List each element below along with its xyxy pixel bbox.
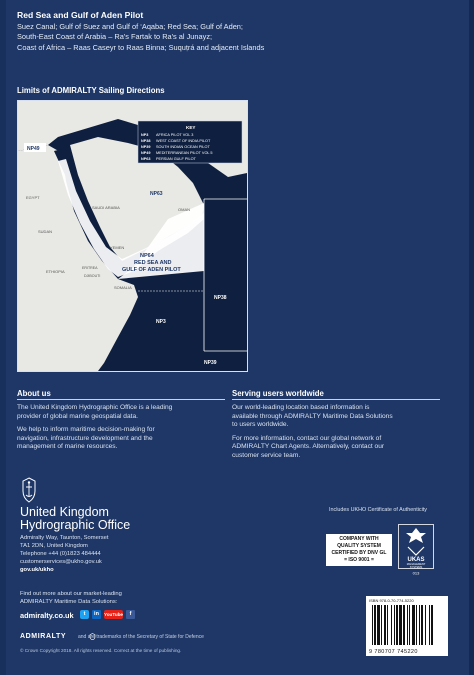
ukas-sub: MANAGEMENT (406, 563, 426, 566)
admiralty-brand: ADMIRALTY (20, 633, 67, 640)
quality-line: COMPANY WITH (339, 536, 379, 542)
book-subtitle (17, 22, 317, 53)
about-text (17, 404, 227, 452)
np39-label: NP39 (204, 360, 217, 366)
youtube-icon[interactable]: YouTube (104, 612, 123, 617)
about-heading: About us (17, 389, 51, 398)
quality-line: = ISO 9001 = (344, 557, 374, 563)
quality-line: CERTIFIED BY DNV GL (331, 550, 387, 556)
np3-label: NP3 (156, 319, 166, 325)
limits-map (17, 100, 248, 372)
barcode-bar (412, 605, 415, 645)
serving-line: For more information, contact our global network of (232, 434, 382, 442)
ukho-name-line: United Kingdom (20, 505, 109, 519)
map-key-row-name: PERSIAN GULF PILOT (156, 157, 196, 161)
find-out-line: ADMIRALTY Maritime Data Solutions: (20, 599, 118, 605)
address-line: Admiralty Way, Taunton, Somerset (20, 535, 109, 541)
serving-rule (232, 399, 440, 400)
trademark-note: and are trademarks of the Secretary of State for Defence (78, 634, 204, 640)
map-key-row-name: WEST COAST OF INDIA PILOT (156, 139, 211, 143)
isbn-barcode (366, 596, 448, 656)
serving-line: available through ADMIRALTY Maritime Data Solutions (232, 412, 393, 420)
serving-line: customer service team. (232, 451, 301, 459)
barcode-bar (394, 605, 395, 645)
map-key-row-name: AFRICA PILOT VOL 3 (156, 133, 194, 137)
ukho-name-line: Hydrographic Office (20, 518, 131, 532)
about-rule (17, 399, 225, 400)
ukho-logo-text (20, 506, 130, 532)
np64-name-2: GULF OF ADEN PILOT (122, 267, 181, 273)
map-key-row-code: NP3 (141, 133, 149, 137)
ukho-address (20, 534, 109, 574)
about-line: management of marine resources. (17, 443, 118, 451)
subtitle-line: Coast of Africa – Raas Caseyr to Raas Binna; Suquṭrá and adjacent Islands (17, 42, 265, 52)
address-line: customerservices@ukho.gov.uk (20, 559, 102, 565)
find-out-line: Find out more about our market-leading (20, 591, 122, 597)
np63-label: NP63 (150, 191, 163, 197)
country-label: SUDAN (38, 229, 53, 234)
quality-system-badge (326, 534, 392, 566)
limits-heading: Limits of ADMIRALTY Sailing Directions (17, 86, 165, 95)
barcode-bar (403, 605, 405, 645)
barcode-bar (416, 605, 417, 645)
address-line: gov.uk/ukho (20, 567, 54, 573)
barcode-bar (384, 605, 386, 645)
map-key-row-code: NP39 (141, 145, 151, 149)
cover-spine-edge (0, 0, 6, 675)
address-line: TA1 2DN, United Kingdom (20, 543, 88, 549)
twitter-icon[interactable]: t (80, 610, 89, 619)
serving-line: Our world-leading location based information is (232, 404, 370, 411)
serving-heading: Serving users worldwide (232, 389, 324, 398)
barcode-bar (377, 605, 380, 645)
np38-label: NP38 (214, 295, 227, 301)
serving-line: to users worldwide. (232, 421, 289, 429)
country-label: ETHIOPIA (46, 269, 65, 274)
ukho-crest-icon (20, 477, 38, 503)
country-label: DJIBOUTI (84, 274, 101, 278)
address-line: Telephone +44 (0)1823 484444 (20, 551, 101, 557)
ukas-label: UKAS (407, 557, 425, 563)
ukas-sub: SYSTEMS (409, 565, 423, 569)
about-line: navigation, infrastructure development and the (17, 434, 153, 442)
map-key-row-name: MEDITERRANEAN PILOT VOL 5 (156, 151, 213, 155)
about-line: The United Kingdom Hydrographic Office is a leading (17, 404, 173, 411)
barcode-bar (429, 605, 430, 645)
map-key-row-name: SOUTH INDIAN OCEAN PILOT (156, 145, 210, 149)
map-key-row-code: NP49 (141, 151, 151, 155)
subtitle-line: South-East Coast of Arabia – Ra's Fartak to Ra's al Junayz; (17, 32, 213, 42)
map-key-row-code: NP63 (141, 157, 151, 161)
country-label: SAUDI ARABIA (92, 205, 120, 210)
country-label: SOMALIA (114, 285, 132, 290)
barcode-bar (399, 605, 402, 645)
barcode-bar (391, 605, 392, 645)
about-line: provider of global marine geospatial data. (17, 412, 138, 420)
map-key-row-code: NP38 (141, 139, 151, 143)
barcode-bar (387, 605, 388, 645)
barcode-bar (372, 605, 373, 645)
map-key-title: KEY (186, 125, 196, 130)
np64-name-1: RED SEA AND (134, 260, 172, 266)
barcode-bar (421, 605, 423, 645)
linkedin-icon[interactable]: in (92, 610, 101, 619)
serving-line: ADMIRALTY Chart Agents. Alternatively, contact our (232, 443, 385, 451)
barcode-bar (409, 605, 410, 645)
np49-label: NP49 (27, 146, 40, 152)
copyright-note: © Crown Copyright 2018. All rights reserved. Correct at the time of publishing. (20, 648, 182, 653)
country-label: OMAN (178, 207, 190, 212)
find-out-more (20, 590, 122, 606)
np64-label: NP64 (140, 253, 154, 259)
quality-line: QUALITY SYSTEM (337, 543, 381, 549)
cover-right-edge (469, 0, 474, 675)
isbn-text: ISBN 978-0-70-774-5220 (369, 598, 414, 603)
barcode-bars (372, 605, 442, 645)
subtitle-line: Suez Canal; Gulf of Suez and Gulf of ‘Aqaba; Red Sea; Gulf of Aden; (17, 22, 243, 31)
barcode-bar (431, 605, 433, 645)
barcode-bar (407, 605, 408, 645)
facebook-icon[interactable]: f (126, 610, 135, 619)
serving-text (232, 404, 447, 461)
ukho-mini-crest-icon (89, 633, 96, 640)
about-line: We help to inform maritime decision-making for (17, 426, 155, 434)
country-label: EGYPT (26, 195, 40, 200)
country-label: YEMEN (110, 245, 125, 250)
barcode-bar (374, 605, 376, 645)
website-link[interactable]: admiralty.co.uk (20, 611, 74, 620)
limits-map-graphic (18, 101, 247, 371)
barcode-number: 9 780707 745220 (369, 649, 418, 655)
certificate-note: Includes UKHO Certificate of Authenticity (329, 507, 427, 513)
country-label: ERITREA (82, 266, 98, 270)
barcode-bar (419, 605, 420, 645)
barcode-bar (396, 605, 398, 645)
book-title: Red Sea and Gulf of Aden Pilot (17, 10, 144, 20)
barcode-bar (381, 605, 382, 645)
barcode-bar (425, 605, 426, 645)
ukas-number: 013 (412, 570, 420, 576)
ukas-badge-icon (398, 524, 434, 576)
